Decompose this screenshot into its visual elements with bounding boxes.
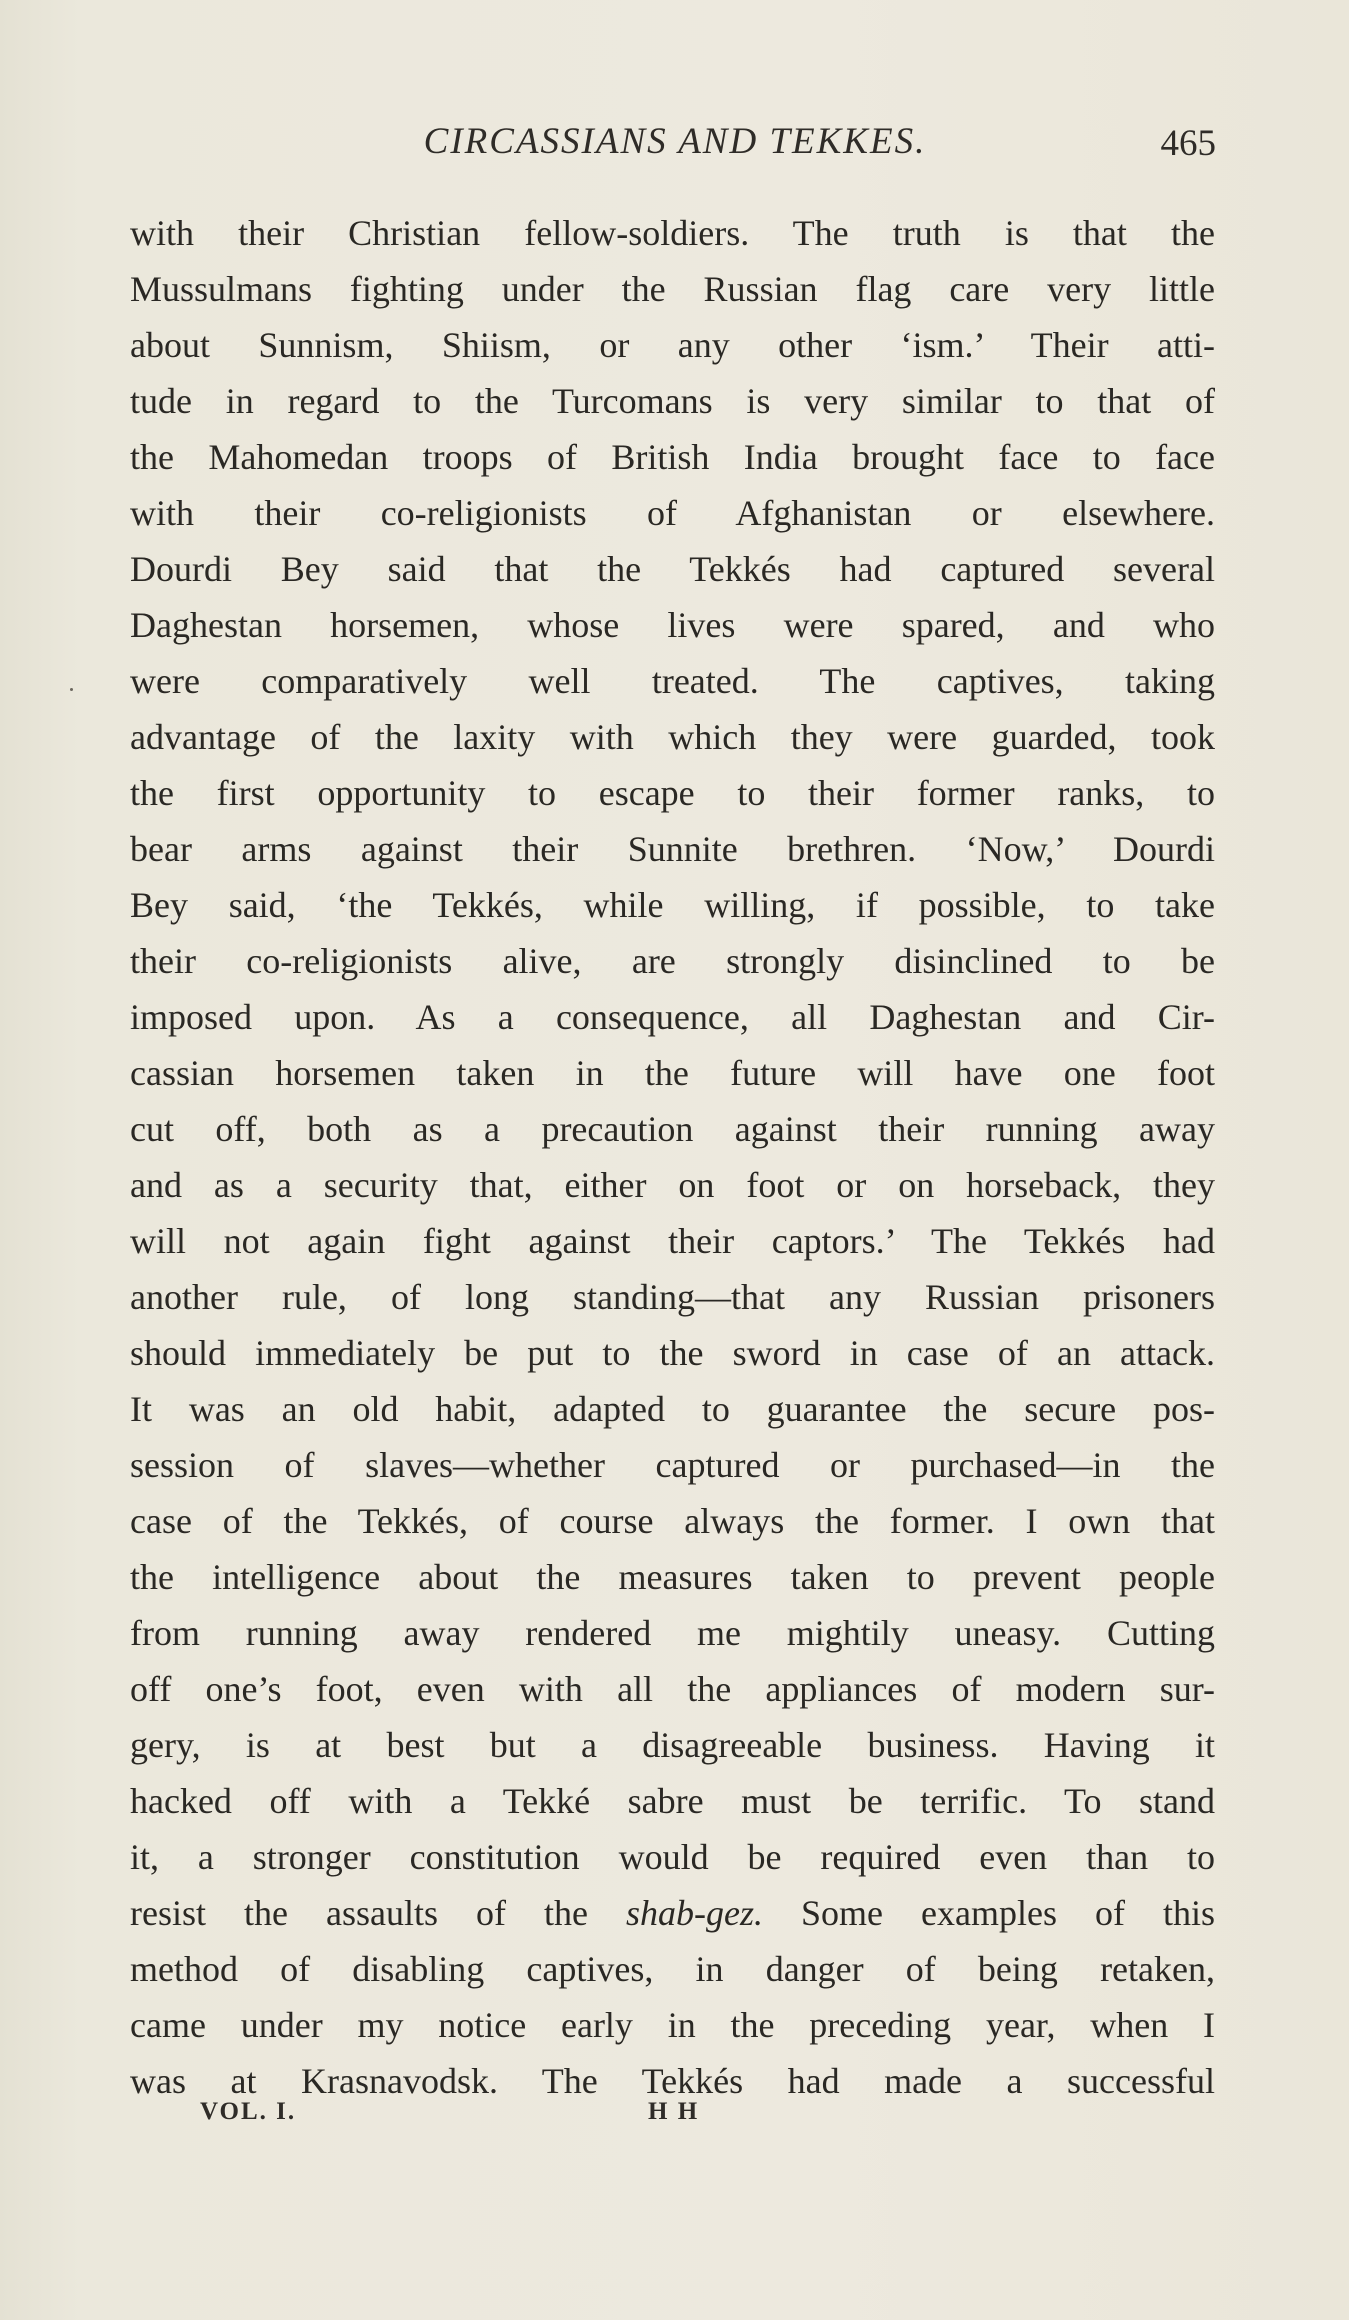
text-line: were comparatively well treated. The captives, taking — [130, 661, 1215, 701]
text-line: Daghestan horsemen, whose lives were spared, and who — [130, 605, 1215, 645]
text-line: was at Krasnavodsk. The Tekkés had made a successful — [130, 2061, 1215, 2101]
text-line: with their co-religionists of Afghanistan or elsewhere. — [130, 493, 1215, 533]
page-footer — [200, 2098, 800, 2138]
text-line: bear arms against their Sunnite brethren. ‘Now,’ Dourdi — [130, 829, 1215, 869]
text-line: off one’s foot, even with all the appliances of modern sur- — [130, 1669, 1215, 1709]
volume-label: VOL. I. — [200, 2098, 297, 2125]
page-header — [130, 120, 1220, 180]
text-line: the intelligence about the measures taken to prevent people — [130, 1557, 1215, 1597]
text-line: and as a security that, either on foot or on horseback, they — [130, 1165, 1215, 1205]
signature-mark: H H — [648, 2098, 700, 2125]
text-line: It was an old habit, adapted to guarantee the secure pos- — [130, 1389, 1215, 1429]
text-segment: resist the assaults of the — [130, 1893, 626, 1933]
text-line: Dourdi Bey said that the Tekkés had captured several — [130, 549, 1215, 589]
text-line: about Sunnism, Shiism, or any other ‘ism.’ Their atti- — [130, 325, 1215, 365]
italic-term: shab-gez. — [626, 1893, 763, 1933]
text-line: imposed upon. As a consequence, all Daghestan and Cir- — [130, 997, 1215, 1037]
text-line: their co-religionists alive, are strongly disinclined to be — [130, 941, 1215, 981]
text-line: session of slaves—whether captured or purchased—in the — [130, 1445, 1215, 1485]
body-text — [130, 205, 1215, 2109]
text-line: should immediately be put to the sword in case of an attack. — [130, 1333, 1215, 1373]
text-line: Mussulmans fighting under the Russian flag care very little — [130, 269, 1215, 309]
text-line: hacked off with a Tekké sabre must be terrific. To stand — [130, 1781, 1215, 1821]
text-line: case of the Tekkés, of course always the former. I own that — [130, 1501, 1215, 1541]
running-title: CIRCASSIANS AND TEKKES. — [423, 121, 927, 162]
text-line: method of disabling captives, in danger of being retaken, — [130, 1949, 1215, 1989]
text-line: with their Christian fellow-soldiers. The truth is that the — [130, 213, 1215, 253]
text-line: it, a stronger constitution would be required even than to — [130, 1837, 1215, 1877]
text-line: the Mahomedan troops of British India brought face to face — [130, 437, 1215, 477]
text-line: will not again fight against their captors.’ The Tekkés had — [130, 1221, 1215, 1261]
text-line-with-italic — [130, 1885, 1215, 1941]
page-number: 465 — [1160, 123, 1216, 164]
text-line: cassian horsemen taken in the future will have one foot — [130, 1053, 1215, 1093]
text-line: from running away rendered me mightily uneasy. Cutting — [130, 1613, 1215, 1653]
text-line: Bey said, ‘the Tekkés, while willing, if possible, to take — [130, 885, 1215, 925]
text-line: tude in regard to the Turcomans is very similar to that of — [130, 381, 1215, 421]
text-line: advantage of the laxity with which they were guarded, took — [130, 717, 1215, 757]
margin-speck — [70, 688, 73, 691]
text-line: came under my notice early in the preceding year, when I — [130, 2005, 1215, 2045]
text-line: gery, is at best but a disagreeable business. Having it — [130, 1725, 1215, 1765]
text-segment: Some examples of this — [763, 1893, 1215, 1933]
text-line: cut off, both as a precaution against their running away — [130, 1109, 1215, 1149]
text-line: the first opportunity to escape to their former ranks, to — [130, 773, 1215, 813]
text-line: another rule, of long standing—that any Russian prisoners — [130, 1277, 1215, 1317]
